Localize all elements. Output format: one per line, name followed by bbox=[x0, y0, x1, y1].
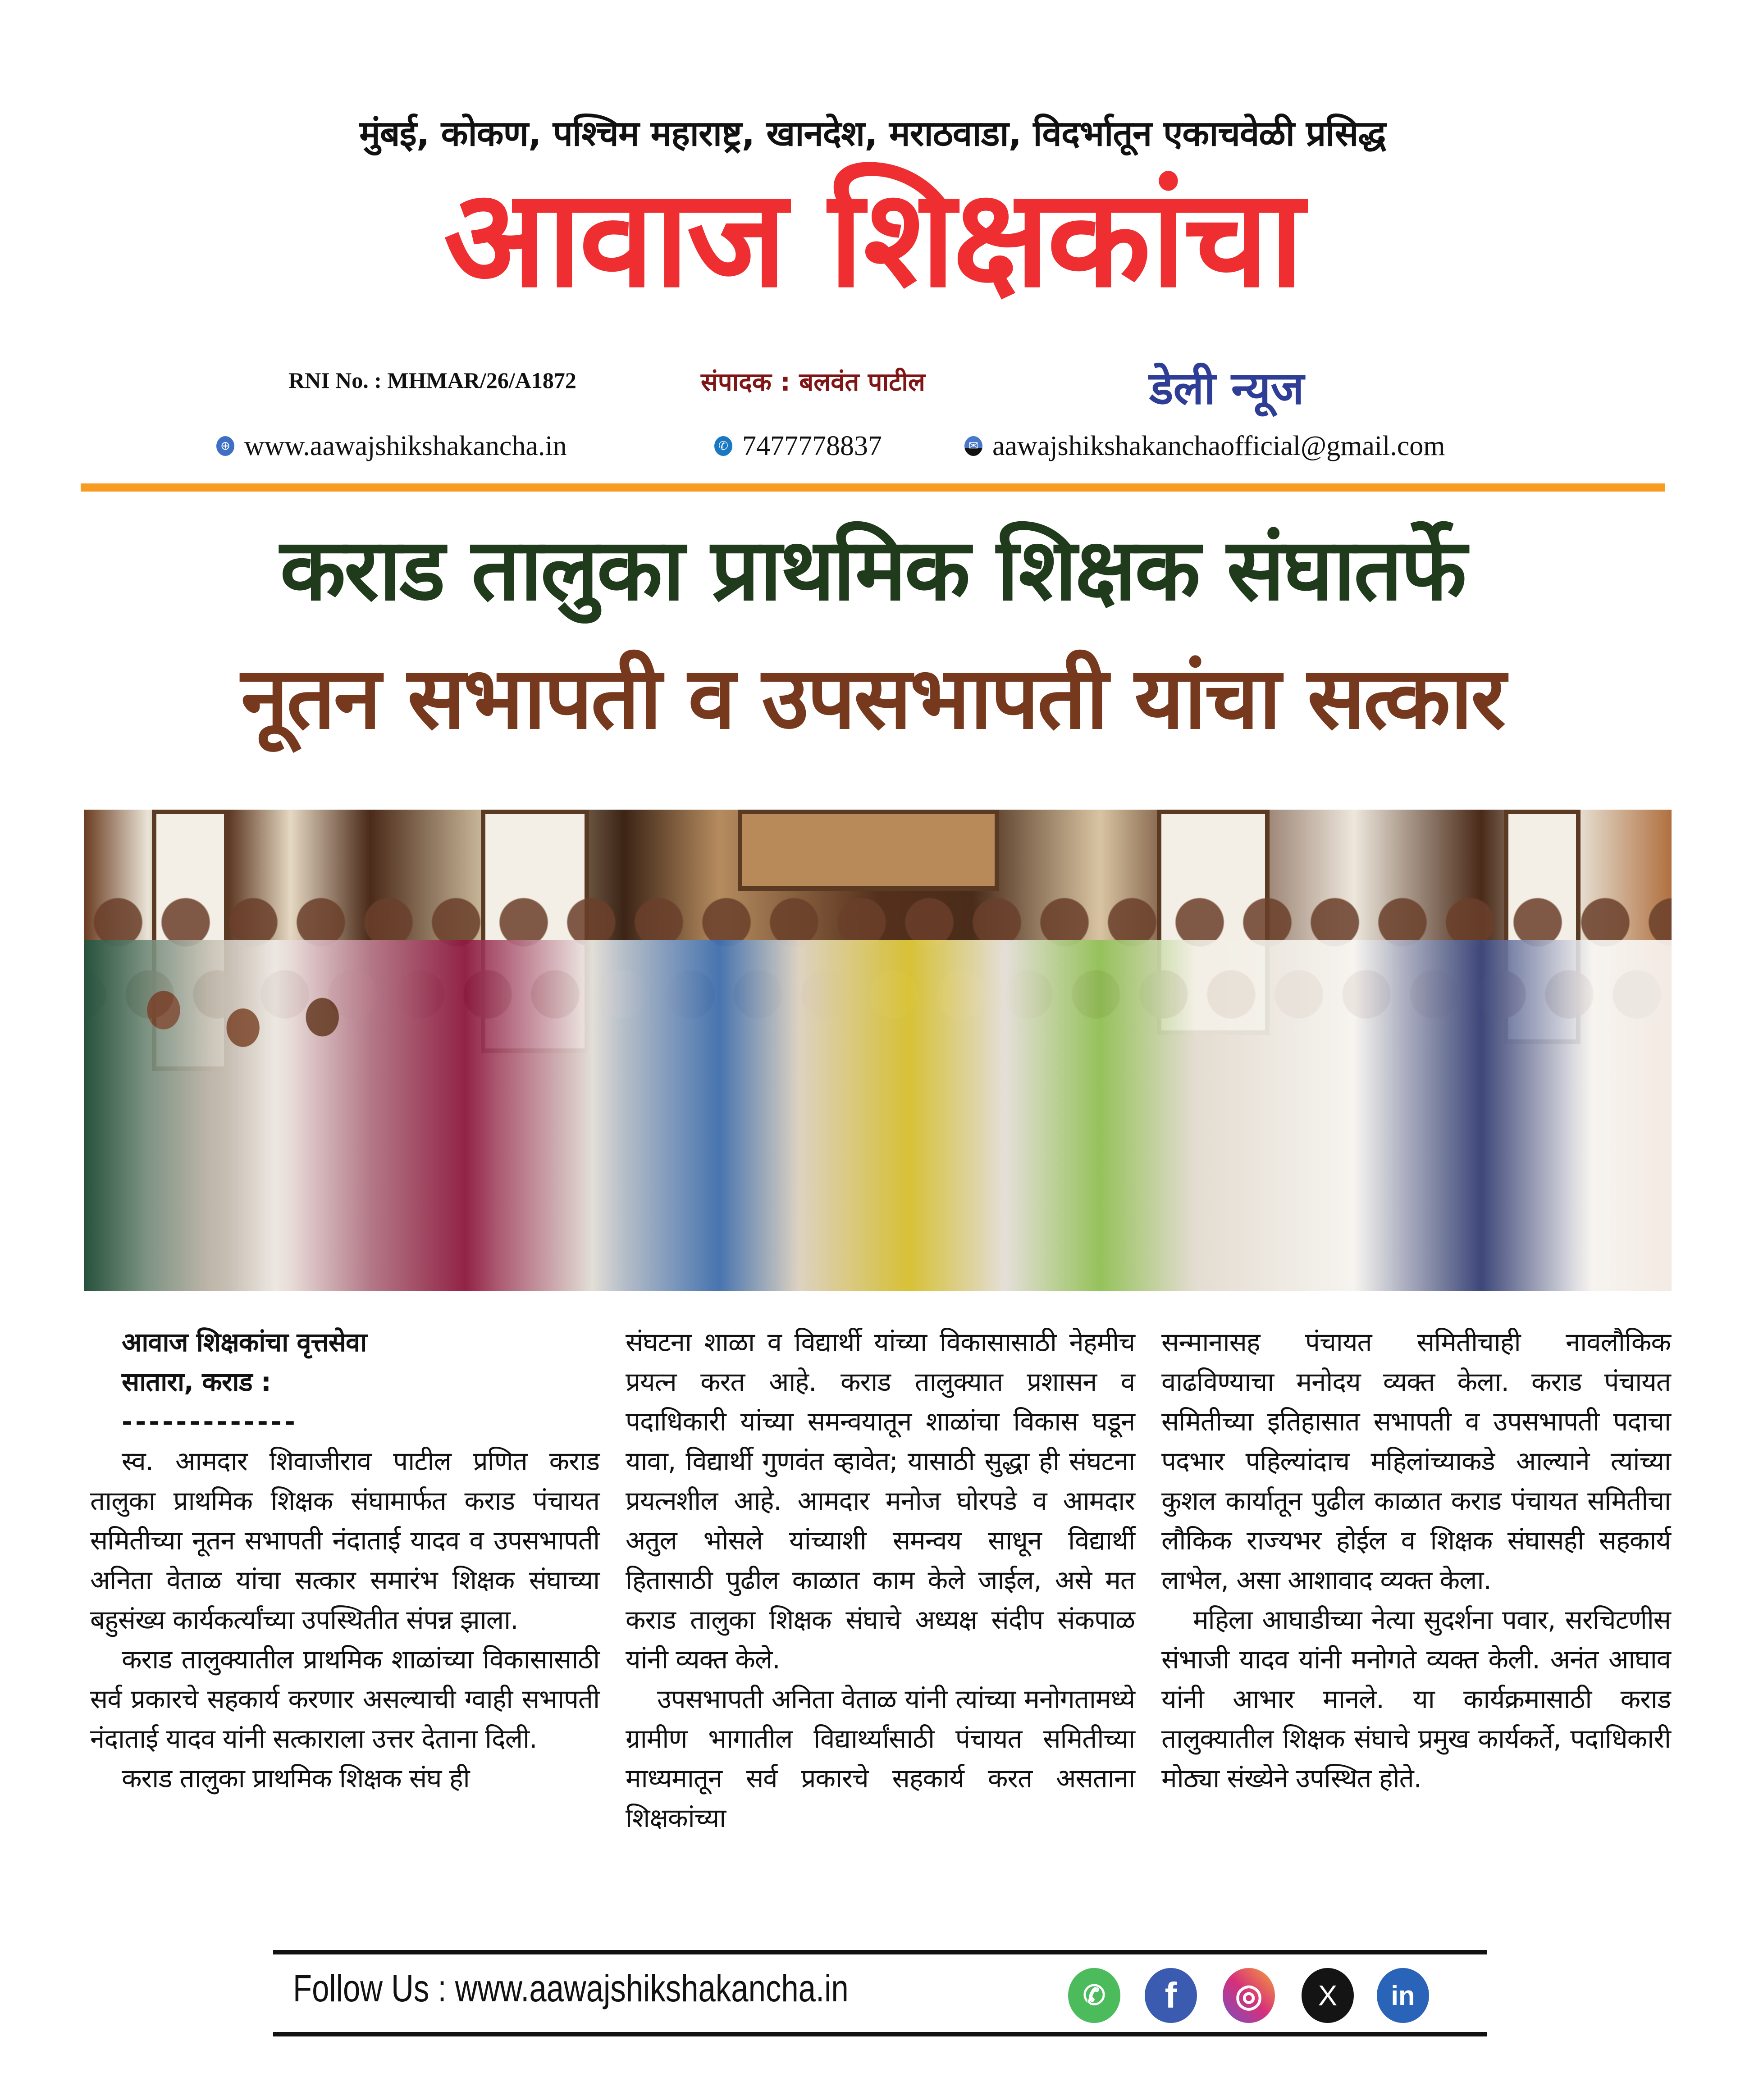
article-paragraph: संघटना शाळा व विद्यार्थी यांच्या विकासासाठी नेहमीच प्रयत्न करत आहे. कराड तालुक्यात प्रशासन व पदाधिकारी यांच्या समन्वयातून शाळांचा विकास घडून यावा, विद्यार्थी गुणवंत व्हावेत; यासाठी सुद्धा ही संघटना प्रयत्नशील आहे. आमदार मनोज घोरपडे व आमदार अतुल भोसले यांच्याशी समन्वय साधून विद्यार्थी हितासाठी पुढील काळात काम केले जाईल, असे मत कराड तालुका शिक्षक संघाचे अध्यक्ष संदीप संकपाळ यांनी व्यक्त केले. bbox=[626, 1327, 1135, 1675]
mail-icon: ✉ bbox=[964, 436, 982, 456]
article-paragraph: स्व. आमदार शिवाजीराव पाटील प्रणित कराड तालुका प्राथमिक शिक्षक संघामार्फत कराड पंचायत समितीच्या नूतन सभापती नंदाताई यादव व उपसभापती अनिता वेताळ यांचा सत्कार समारंभ शिक्षक संघाच्या बहुसंख्य कार्यकर्त्यांच्या उपस्थितीत संपन्न झाला. bbox=[90, 1446, 599, 1635]
email-contact[interactable] bbox=[964, 428, 1445, 464]
masthead-tagline: मुंबई, कोकण, पश्चिम महाराष्ट्र, खानदेश, मराठवाडा, विदर्भातून एकाचवेळी प्रसिद्ध bbox=[359, 114, 1386, 154]
edition-label: डेली न्यूज bbox=[1149, 362, 1304, 415]
crowd-group bbox=[84, 940, 1672, 1291]
linkedin-button[interactable] bbox=[1377, 1968, 1429, 2023]
painting-frame bbox=[738, 810, 999, 891]
x-button[interactable] bbox=[1302, 1968, 1354, 2023]
whatsapp-button[interactable] bbox=[1068, 1968, 1120, 2023]
website-contact[interactable] bbox=[216, 428, 567, 464]
article-column-3 bbox=[1161, 1322, 1671, 1798]
instagram-button[interactable] bbox=[1223, 1968, 1275, 2023]
byline-separator: ------------- bbox=[122, 1406, 298, 1437]
email-address[interactable]: aawajshikshakanchaofficial@gmail.com bbox=[992, 430, 1445, 461]
newspaper-title: आवाज शिक्षकांचा bbox=[443, 160, 1302, 317]
rni-number: RNI No. : MHMAR/26/A1872 bbox=[288, 368, 576, 393]
phone-contact[interactable] bbox=[714, 428, 882, 464]
globe-icon: ⊕ bbox=[216, 436, 234, 456]
phone-number[interactable]: 7477778837 bbox=[742, 430, 882, 461]
article-paragraph: कराड तालुका प्राथमिक शिक्षक संघ ही bbox=[122, 1763, 470, 1794]
news-photo bbox=[84, 810, 1672, 1291]
article-column-1 bbox=[90, 1322, 599, 1798]
footer-divider-bottom bbox=[273, 2032, 1487, 2036]
linkedin-icon: in bbox=[1391, 1980, 1415, 2011]
editor-name: संपादक : बलवंत पाटील bbox=[701, 368, 925, 397]
headline-line-2: नूतन सभापती व उपसभापती यांचा सत्कार bbox=[241, 648, 1504, 748]
header-divider bbox=[81, 483, 1665, 492]
facebook-icon: f bbox=[1165, 1975, 1177, 2015]
website-link[interactable]: www.aawajshikshakancha.in bbox=[244, 430, 567, 461]
footer-divider-top bbox=[273, 1950, 1487, 1954]
article-paragraph: कराड तालुक्यातील प्राथमिक शाळांच्या विकासासाठी सर्व प्रकारचे सहकार्य करणार असल्याची ग्वाही सभापती नंदाताई यादव यांनी सत्काराला उत्तर देताना दिली. bbox=[90, 1644, 599, 1754]
dateline: सातारा, कराड : bbox=[122, 1367, 271, 1397]
x-icon: X bbox=[1318, 1979, 1338, 2012]
byline: आवाज शिक्षकांचा वृत्तसेवा bbox=[122, 1327, 367, 1357]
follow-us-link[interactable]: Follow Us : www.aawajshikshakancha.in bbox=[293, 1967, 849, 2009]
instagram-icon: ◎ bbox=[1235, 1978, 1263, 2013]
phone-icon: ✆ bbox=[714, 436, 732, 456]
whatsapp-icon: ✆ bbox=[1083, 1980, 1106, 2010]
headline-line-1: कराड तालुका प्राथमिक शिक्षक संघातर्फे bbox=[280, 520, 1465, 620]
article-column-2 bbox=[626, 1322, 1135, 1838]
facebook-button[interactable] bbox=[1145, 1968, 1197, 2023]
article-paragraph: महिला आघाडीच्या नेत्या सुदर्शना पवार, सरचिटणीस संभाजी यादव यांनी मनोगते व्यक्त केली. अनंत आघाव यांनी आभार मानले. या कार्यक्रमासाठी कराड तालुक्यातील शिक्षक संघाचे प्रमुख कार्यकर्ते, पदाधिकारी मोठ्या संख्येने उपस्थित होते. bbox=[1161, 1604, 1671, 1794]
article-paragraph: सन्मानासह पंचायत समितीचाही नावलौकिक वाढविण्याचा मनोदय व्यक्त केला. कराड पंचायत समितीच्या इतिहासात सभापती व उपसभापती पदाचा पदभार पहिल्यांदाच महिलांच्याकडे आल्याने त्यांच्या कुशल कार्यातून पुढील काळात कराड पंचायत समितीचा लौकिक राज्यभर होईल व शिक्षक संघासही सहकार्य लाभेल, असा आशावाद व्यक्त केला. bbox=[1161, 1327, 1671, 1595]
article-paragraph: उपसभापती अनिता वेताळ यांनी त्यांच्या मनोगतामध्ये ग्रामीण भागातील विद्यार्थ्यांसाठी पंचायत समितीच्या माध्यमातून सर्व प्रकारचे सहकार्य करत असताना शिक्षकांच्या bbox=[626, 1684, 1135, 1833]
